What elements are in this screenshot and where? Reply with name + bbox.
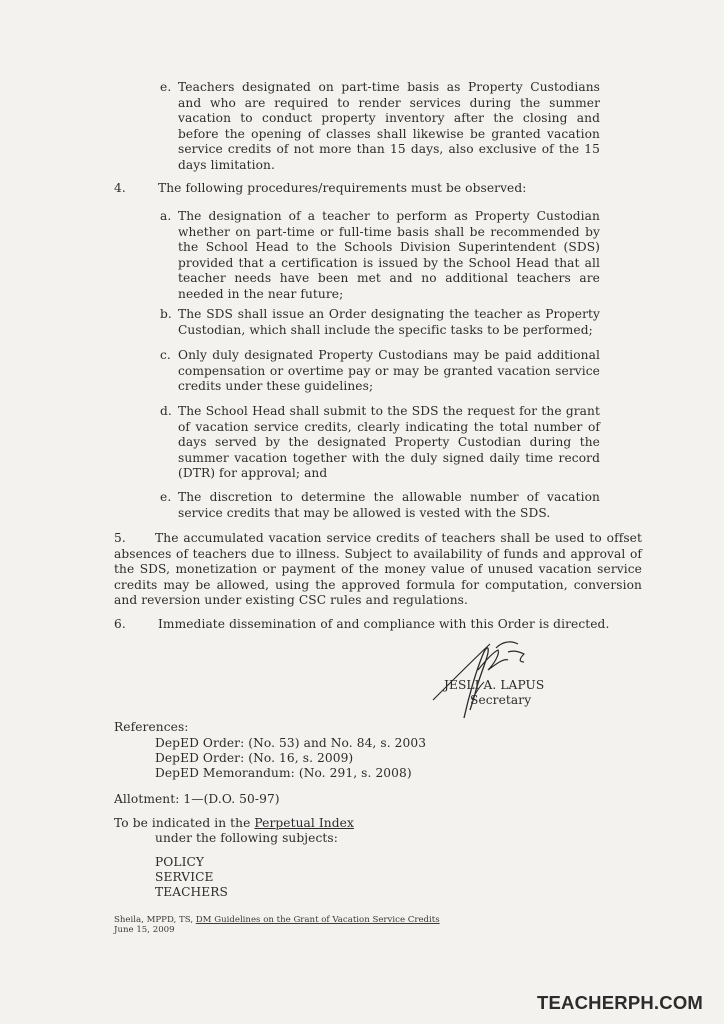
- text-line: the School Head to the Schools Division Superintendent (SDS): [178, 240, 600, 255]
- footer-initials: Sheila, MPPD, TS,: [114, 915, 196, 925]
- text-line: provided that a certification is issued by the School Head that all: [178, 255, 600, 270]
- text-line: The designation of a teacher to perform as Property Custodian: [178, 209, 600, 223]
- signatory-name: JESLI A. LAPUS: [444, 678, 545, 692]
- perpetual-index-line: [114, 816, 354, 832]
- item-c-text: [178, 348, 600, 395]
- signatory-title: Secretary: [470, 693, 532, 707]
- reference-item: DepED Memorandum: (No. 291, s. 2008): [155, 766, 412, 780]
- item-d-text: [178, 404, 600, 482]
- reference-item: DepED Order: (No. 16, s. 2009): [155, 751, 354, 765]
- text-line: Only duly designated Property Custodians may be paid additional: [178, 348, 600, 362]
- item-c-marker: c.: [160, 348, 171, 362]
- perpetual-index-prefix: To be indicated in the: [114, 816, 255, 830]
- reference-item: DepED Order: (No. 53) and No. 84, s. 2003: [155, 736, 427, 750]
- site-watermark: TEACHERPH.COM: [537, 992, 704, 1013]
- section-6-number: 6.: [114, 617, 126, 631]
- subject-item: SERVICE: [155, 870, 214, 884]
- perpetual-index-subline: under the following subjects:: [155, 831, 338, 845]
- item-a-text: [178, 209, 600, 303]
- text-line: The SDS shall issue an Order designating the teacher as Property: [178, 307, 600, 321]
- item-e-top-text: [178, 80, 600, 174]
- text-line: The discretion to determine the allowable number of vacation: [178, 490, 600, 504]
- text-line: (DTR) for approval; and: [178, 466, 328, 481]
- text-line: needed in the near future;: [178, 286, 344, 301]
- subject-item: POLICY: [155, 855, 205, 869]
- footer-doc-title: DM Guidelines on the Grant of Vacation Service Credits: [195, 915, 440, 925]
- text-line: The School Head shall submit to the SDS the request for the grant: [178, 404, 600, 418]
- footer-date: June 15, 2009: [114, 925, 175, 935]
- subject-item: TEACHERS: [155, 885, 229, 899]
- text-line: Custodian, which shall include the specific tasks to be performed;: [178, 322, 593, 337]
- text-line: and reversion under existing CSC rules and regulations.: [114, 593, 468, 608]
- item-d-marker: d.: [160, 404, 172, 418]
- item-a-marker: a.: [160, 209, 172, 223]
- text-line: credits under these guidelines;: [178, 379, 374, 394]
- text-line: 5. The accumulated vacation service credits of teachers shall be used to offset: [114, 531, 642, 545]
- text-line: whether on part-time or full-time basis shall be recommended by: [178, 224, 600, 239]
- allotment-line: Allotment: 1—(D.O. 50-97): [114, 792, 280, 806]
- section-6-text: Immediate dissemination of and compliance with this Order is directed.: [158, 617, 610, 631]
- references-label: References:: [114, 720, 189, 734]
- text-line: absences of teachers due to illness. Subject to availability of funds and approval of: [114, 546, 642, 561]
- text-line: service credits that may be allowed is vested with the SDS.: [178, 505, 551, 520]
- text-line: the SDS, monetization or payment of the money value of unused vacation service: [114, 562, 642, 577]
- text-line: and who are required to render services during the summer: [178, 95, 600, 110]
- footer-reference-line: [114, 915, 440, 925]
- text-line: service credits of not more than 15 days, also exclusive of the 15: [178, 142, 600, 157]
- text-line: compensation or overtime pay or may be granted vacation service: [178, 363, 600, 378]
- item-e-top-marker: e.: [160, 80, 172, 94]
- item-b-marker: b.: [160, 307, 172, 321]
- item-e-text: [178, 490, 600, 521]
- item-e-marker: e.: [160, 490, 172, 504]
- item-b-text: [178, 307, 600, 338]
- text-line: before the opening of classes shall likewise be granted vacation: [178, 126, 600, 141]
- text-line: days served by the designated Property Custodian during the: [178, 435, 600, 450]
- section-4-heading: The following procedures/requirements must be observed:: [158, 181, 527, 195]
- text-line: teacher needs have been met and no additional teachers are: [178, 271, 600, 286]
- text-line: summer vacation together with the duly signed daily time record: [178, 450, 600, 465]
- text-line: Teachers designated on part-time basis as Property Custodians: [178, 80, 600, 94]
- text-line: vacation to conduct property inventory after the closing and: [178, 111, 600, 126]
- section-4-number: 4.: [114, 181, 126, 195]
- text-line: of vacation service credits, clearly indicating the total number of: [178, 419, 600, 434]
- section-5-paragraph: [114, 531, 642, 609]
- text-line: days limitation.: [178, 157, 275, 172]
- text-line: credits may be allowed, using the approved formula for computation, conversion: [114, 577, 642, 592]
- perpetual-index-link: Perpetual Index: [254, 816, 354, 830]
